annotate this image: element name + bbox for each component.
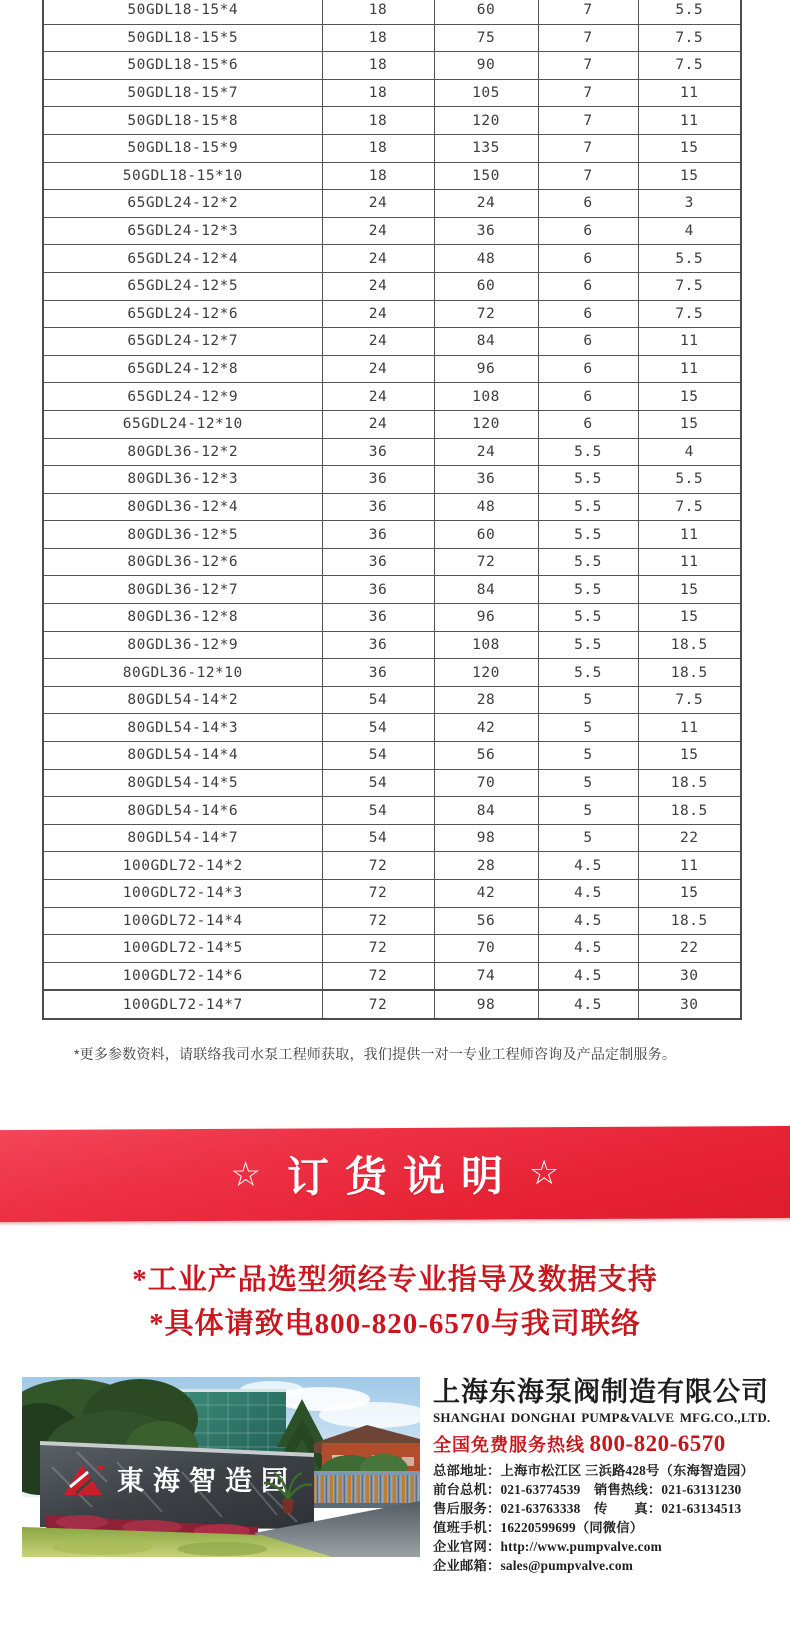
flow-cell: 36 [322, 466, 434, 494]
table-row [43, 769, 741, 797]
flow-cell: 24 [322, 217, 434, 245]
flow-cell: 36 [322, 521, 434, 549]
flow-cell: 72 [322, 962, 434, 990]
table-row [43, 107, 741, 135]
speed-cell: 6 [538, 328, 638, 356]
model-cell: 65GDL24-12*6 [43, 300, 322, 328]
table-row [43, 217, 741, 245]
power-cell: 11 [638, 852, 741, 880]
flow-cell: 54 [322, 742, 434, 770]
power-cell: 11 [638, 355, 741, 383]
hotline-label: 全国免费服务热线 [433, 1435, 585, 1455]
flow-cell: 18 [322, 134, 434, 162]
table-row [43, 907, 741, 935]
power-cell: 15 [638, 576, 741, 604]
flow-cell: 54 [322, 824, 434, 852]
power-cell: 18.5 [638, 907, 741, 935]
model-cell: 50GDL18-15*6 [43, 52, 322, 80]
service-hotline [433, 1431, 789, 1457]
head-cell: 150 [434, 162, 538, 190]
power-cell: 15 [638, 742, 741, 770]
power-cell: 18.5 [638, 769, 741, 797]
head-cell: 28 [434, 686, 538, 714]
table-row [43, 935, 741, 963]
model-cell: 80GDL36-12*8 [43, 604, 322, 632]
power-cell: 11 [638, 548, 741, 576]
model-cell: 65GDL24-12*7 [43, 328, 322, 356]
flow-cell: 18 [322, 107, 434, 135]
head-cell: 108 [434, 383, 538, 411]
power-cell: 15 [638, 410, 741, 438]
model-cell: 80GDL54-14*7 [43, 824, 322, 852]
contact-line: 前台总机：021-63774539 销售热线：021-63131230 [433, 1481, 742, 1497]
model-cell: 65GDL24-12*9 [43, 383, 322, 411]
flow-cell: 18 [322, 79, 434, 107]
table-row [43, 493, 741, 521]
model-cell: 50GDL18-15*4 [43, 0, 322, 24]
speed-cell: 6 [538, 190, 638, 218]
power-cell: 7.5 [638, 300, 741, 328]
model-cell: 65GDL24-12*8 [43, 355, 322, 383]
sign-text: 東海智造园 [117, 1466, 297, 1496]
head-cell: 72 [434, 300, 538, 328]
model-cell: 80GDL36-12*10 [43, 659, 322, 687]
model-cell: 80GDL36-12*3 [43, 466, 322, 494]
model-cell: 100GDL72-14*4 [43, 907, 322, 935]
model-cell: 65GDL24-12*5 [43, 272, 322, 300]
table-row [43, 162, 741, 190]
speed-cell: 4.5 [538, 990, 638, 1019]
head-cell: 28 [434, 852, 538, 880]
head-cell: 70 [434, 769, 538, 797]
model-cell: 80GDL54-14*6 [43, 797, 322, 825]
head-cell: 120 [434, 410, 538, 438]
power-cell: 22 [638, 824, 741, 852]
power-cell: 18.5 [638, 659, 741, 687]
power-cell: 5.5 [638, 245, 741, 273]
flow-cell: 72 [322, 990, 434, 1019]
flow-cell: 18 [322, 24, 434, 52]
speed-cell: 5 [538, 714, 638, 742]
model-cell: 80GDL36-12*6 [43, 548, 322, 576]
flow-cell: 24 [322, 245, 434, 273]
speed-cell: 5.5 [538, 576, 638, 604]
table-row [43, 797, 741, 825]
flow-cell: 54 [322, 769, 434, 797]
table-row [43, 52, 741, 80]
model-cell: 50GDL18-15*10 [43, 162, 322, 190]
head-cell: 42 [434, 714, 538, 742]
flow-cell: 54 [322, 714, 434, 742]
power-cell: 11 [638, 107, 741, 135]
head-cell: 98 [434, 824, 538, 852]
head-cell: 120 [434, 107, 538, 135]
head-cell: 135 [434, 134, 538, 162]
hotline-number: 800-820-6570 [589, 1431, 726, 1456]
head-cell: 84 [434, 797, 538, 825]
speed-cell: 7 [538, 107, 638, 135]
star-right-icon: ☆ [528, 1154, 560, 1193]
model-cell: 50GDL18-15*8 [43, 107, 322, 135]
model-cell: 100GDL72-14*3 [43, 880, 322, 908]
head-cell: 48 [434, 245, 538, 273]
flow-cell: 18 [322, 162, 434, 190]
speed-cell: 6 [538, 410, 638, 438]
power-cell: 30 [638, 962, 741, 990]
table-row [43, 190, 741, 218]
model-cell: 50GDL18-15*5 [43, 24, 322, 52]
contact-line: 售后服务：021-63763338 传 真：021-63134513 [433, 1500, 742, 1516]
table-row [43, 990, 741, 1019]
model-cell: 80GDL36-12*4 [43, 493, 322, 521]
head-cell: 42 [434, 880, 538, 908]
model-cell: 65GDL24-12*10 [43, 410, 322, 438]
speed-cell: 5.5 [538, 548, 638, 576]
model-cell: 100GDL72-14*6 [43, 962, 322, 990]
head-cell: 70 [434, 935, 538, 963]
table-row [43, 79, 741, 107]
speed-cell: 5 [538, 797, 638, 825]
head-cell: 24 [434, 438, 538, 466]
head-cell: 60 [434, 521, 538, 549]
warning-lines [0, 1258, 790, 1346]
speed-cell: 5.5 [538, 659, 638, 687]
table-row [43, 604, 741, 632]
contact-line: 企业官网：http://www.pumpvalve.com [433, 1538, 662, 1554]
power-cell: 30 [638, 990, 741, 1019]
model-cell: 100GDL72-14*2 [43, 852, 322, 880]
contact-line: 总部地址：上海市松江区 三浜路428号（东海智造园） [433, 1463, 755, 1478]
head-cell: 56 [434, 742, 538, 770]
flow-cell: 24 [322, 410, 434, 438]
company-name-en: SHANGHAI DONGHAI PUMP&VALVE MFG.CO.,LTD. [433, 1410, 771, 1425]
model-cell: 50GDL18-15*9 [43, 134, 322, 162]
star-left-icon: ☆ [230, 1155, 262, 1194]
flow-cell: 36 [322, 631, 434, 659]
model-cell: 65GDL24-12*3 [43, 217, 322, 245]
flow-cell: 36 [322, 438, 434, 466]
table-row [43, 410, 741, 438]
speed-cell: 5.5 [538, 604, 638, 632]
flow-cell: 36 [322, 548, 434, 576]
speed-cell: 5.5 [538, 466, 638, 494]
model-cell: 80GDL54-14*4 [43, 742, 322, 770]
speed-cell: 4.5 [538, 962, 638, 990]
power-cell: 15 [638, 604, 741, 632]
model-cell: 65GDL24-12*2 [43, 190, 322, 218]
flow-cell: 24 [322, 383, 434, 411]
model-cell: 80GDL36-12*7 [43, 576, 322, 604]
speed-cell: 6 [538, 355, 638, 383]
speed-cell: 6 [538, 217, 638, 245]
flow-cell: 72 [322, 880, 434, 908]
speed-cell: 5 [538, 824, 638, 852]
power-cell: 18.5 [638, 631, 741, 659]
power-cell: 5.5 [638, 0, 741, 24]
flow-cell: 36 [322, 604, 434, 632]
head-cell: 36 [434, 466, 538, 494]
table-row [43, 686, 741, 714]
flow-cell: 24 [322, 272, 434, 300]
head-cell: 75 [434, 24, 538, 52]
power-cell: 4 [638, 438, 741, 466]
model-cell: 65GDL24-12*4 [43, 245, 322, 273]
company-info [433, 1377, 789, 1575]
table-row [43, 328, 741, 356]
head-cell: 84 [434, 576, 538, 604]
speed-cell: 4.5 [538, 935, 638, 963]
model-cell: 80GDL54-14*3 [43, 714, 322, 742]
head-cell: 96 [434, 355, 538, 383]
power-cell: 15 [638, 134, 741, 162]
flow-cell: 36 [322, 576, 434, 604]
flow-cell: 36 [322, 493, 434, 521]
warning-line-1: *工业产品选型须经专业指导及数据支持 [132, 1264, 658, 1296]
speed-cell: 7 [538, 0, 638, 24]
table-row [43, 134, 741, 162]
table-row [43, 714, 741, 742]
power-cell: 11 [638, 328, 741, 356]
spec-table [42, 0, 742, 1020]
head-cell: 60 [434, 0, 538, 24]
speed-cell: 5 [538, 769, 638, 797]
table-row [43, 659, 741, 687]
flow-cell: 24 [322, 300, 434, 328]
flow-cell: 18 [322, 0, 434, 24]
speed-cell: 6 [538, 272, 638, 300]
speed-cell: 6 [538, 383, 638, 411]
power-cell: 11 [638, 79, 741, 107]
head-cell: 105 [434, 79, 538, 107]
table-row [43, 880, 741, 908]
head-cell: 120 [434, 659, 538, 687]
table-row [43, 631, 741, 659]
flow-cell: 72 [322, 935, 434, 963]
facility-photo [22, 1377, 420, 1557]
power-cell: 11 [638, 714, 741, 742]
speed-cell: 5.5 [538, 493, 638, 521]
flow-cell: 72 [322, 907, 434, 935]
head-cell: 96 [434, 604, 538, 632]
power-cell: 7.5 [638, 686, 741, 714]
table-row [43, 355, 741, 383]
table-row [43, 0, 741, 24]
power-cell: 7.5 [638, 272, 741, 300]
speed-cell: 7 [538, 24, 638, 52]
flow-cell: 24 [322, 355, 434, 383]
power-cell: 4 [638, 217, 741, 245]
table-row [43, 576, 741, 604]
speed-cell: 4.5 [538, 880, 638, 908]
table-row [43, 24, 741, 52]
flow-cell: 54 [322, 797, 434, 825]
speed-cell: 7 [538, 162, 638, 190]
model-cell: 80GDL36-12*2 [43, 438, 322, 466]
table-row [43, 824, 741, 852]
speed-cell: 5.5 [538, 631, 638, 659]
speed-cell: 4.5 [538, 907, 638, 935]
table-row [43, 245, 741, 273]
table-row [43, 438, 741, 466]
speed-cell: 4.5 [538, 852, 638, 880]
flow-cell: 54 [322, 686, 434, 714]
warning-line-2: *具体请致电800-820-6570与我司联络 [149, 1308, 641, 1340]
model-cell: 100GDL72-14*5 [43, 935, 322, 963]
head-cell: 98 [434, 990, 538, 1019]
flow-cell: 24 [322, 190, 434, 218]
power-cell: 22 [638, 935, 741, 963]
speed-cell: 6 [538, 300, 638, 328]
speed-cell: 7 [538, 52, 638, 80]
table-row [43, 300, 741, 328]
head-cell: 108 [434, 631, 538, 659]
flow-cell: 18 [322, 52, 434, 80]
flow-cell: 36 [322, 659, 434, 687]
power-cell: 7.5 [638, 24, 741, 52]
table-row [43, 383, 741, 411]
head-cell: 36 [434, 217, 538, 245]
power-cell: 3 [638, 190, 741, 218]
speed-cell: 7 [538, 79, 638, 107]
head-cell: 24 [434, 190, 538, 218]
table-row [43, 521, 741, 549]
table-row [43, 548, 741, 576]
model-cell: 80GDL54-14*5 [43, 769, 322, 797]
power-cell: 15 [638, 162, 741, 190]
banner-title: 订货说明 [286, 1152, 520, 1201]
model-cell: 80GDL36-12*9 [43, 631, 322, 659]
contact-line: 值班手机：16220599699（同微信） [433, 1519, 644, 1535]
table-row [43, 272, 741, 300]
table-row [43, 742, 741, 770]
model-cell: 50GDL18-15*7 [43, 79, 322, 107]
company-name-cn: 上海东海泵阀制造有限公司 [433, 1377, 769, 1407]
head-cell: 60 [434, 272, 538, 300]
head-cell: 72 [434, 548, 538, 576]
speed-cell: 6 [538, 245, 638, 273]
power-cell: 11 [638, 521, 741, 549]
head-cell: 84 [434, 328, 538, 356]
power-cell: 15 [638, 880, 741, 908]
speed-cell: 5.5 [538, 438, 638, 466]
table-row [43, 962, 741, 990]
head-cell: 74 [434, 962, 538, 990]
head-cell: 48 [434, 493, 538, 521]
power-cell: 7.5 [638, 493, 741, 521]
contact-line: 企业邮箱：sales@pumpvalve.com [433, 1557, 634, 1573]
model-cell: 100GDL72-14*7 [43, 990, 322, 1019]
power-cell: 15 [638, 383, 741, 411]
table-row [43, 852, 741, 880]
order-instructions-banner [0, 1126, 790, 1222]
speed-cell: 5 [538, 686, 638, 714]
spec-table-section [42, 0, 740, 1020]
table-row [43, 466, 741, 494]
contact-list [433, 1462, 789, 1575]
flow-cell: 72 [322, 852, 434, 880]
model-cell: 80GDL36-12*5 [43, 521, 322, 549]
speed-cell: 5.5 [538, 521, 638, 549]
head-cell: 56 [434, 907, 538, 935]
power-cell: 18.5 [638, 797, 741, 825]
speed-cell: 7 [538, 134, 638, 162]
flow-cell: 24 [322, 328, 434, 356]
speed-cell: 5 [538, 742, 638, 770]
head-cell: 90 [434, 52, 538, 80]
power-cell: 5.5 [638, 466, 741, 494]
model-cell: 80GDL54-14*2 [43, 686, 322, 714]
power-cell: 7.5 [638, 52, 741, 80]
note-text: *更多参数资料，请联络我司水泵工程师获取，我们提供一对一专业工程师咨询及产品定制服务。 [74, 1046, 677, 1062]
